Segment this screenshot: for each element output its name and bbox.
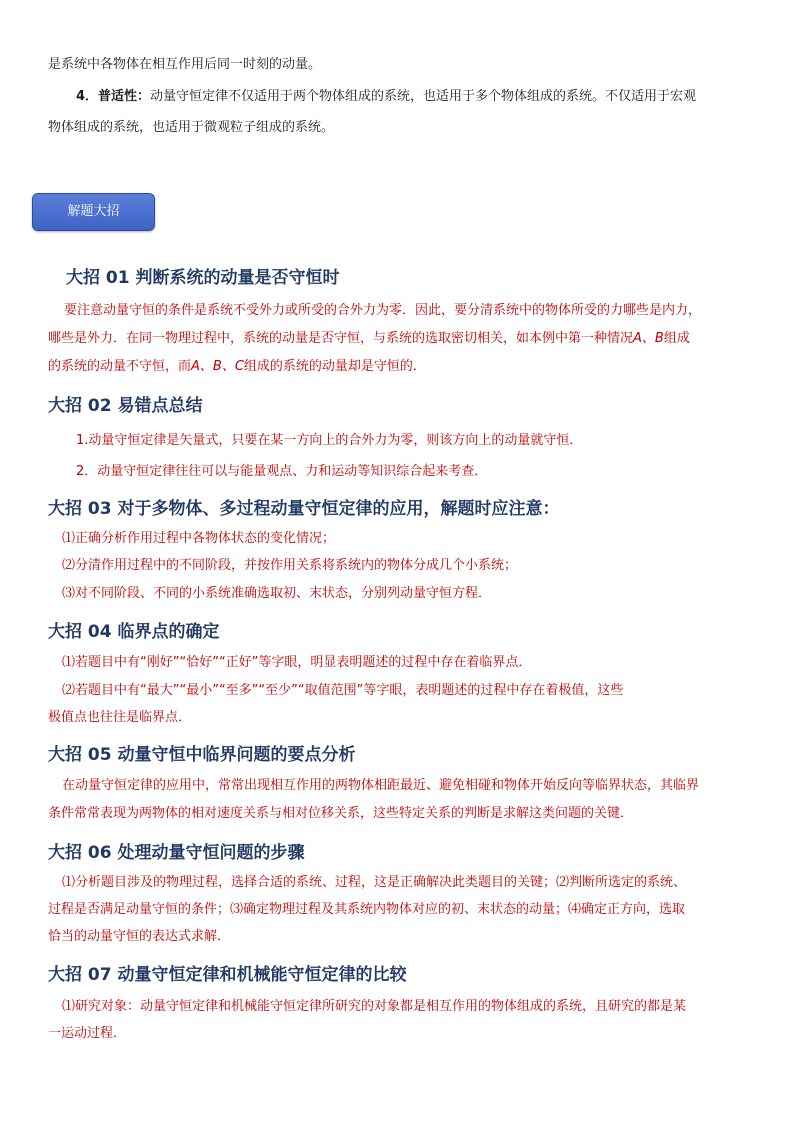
section-7-title: 大招 07 动量守恒定律和机械能守恒定律的比较 (48, 965, 407, 985)
s3-item: ⑵分清作用过程中的不同阶段，并按作用关系将系统内的物体分成几个小系统； (62, 558, 518, 573)
s6-line: 过程是否满足动量守恒的条件；⑶确定物理过程及其系统内物体对应的初、末状态的动量；⑷确定正方向，选取 (48, 902, 686, 917)
item4-label: 4．普适性： (76, 89, 151, 104)
s1-variable: A、B、C (191, 359, 244, 374)
s1-text: 的系统的动量不守恒，而 (48, 359, 192, 374)
item4-text: 动量守恒定律不仅适用于两个物体组成的系统，也适用于多个物体组成的系统。不仅适用于宏观 (150, 89, 697, 104)
s2-item: 1.动量守恒定律是矢量式，只要在某一方向上的合外力为零，则该方向上的动量就守恒． (76, 433, 583, 448)
s6-line: ⑴分析题目涉及的物理过程，选择合适的系统、过程，这是正确解决此类题目的关键；⑵判断所选定的系统、 (62, 875, 687, 890)
intro-line: 是系统中各物体在相互作用后同一时刻的动量。 (48, 57, 322, 72)
section-6-title: 大招 06 处理动量守恒问题的步骤 (48, 843, 305, 863)
s1-line (48, 358, 426, 376)
item4-paragraph (76, 88, 696, 106)
s5-line: 在动量守恒定律的应用中，常常出现相互作用的两物体相距最近、避免相碰和物体开始反向等临界状态，其临界 (62, 778, 700, 793)
s7-line: ⑴研究对象：动量守恒定律和机械能守恒定律所研究的对象都是相互作用的物体组成的系统，且研究的都是某 (62, 999, 687, 1014)
solution-tips-button[interactable]: 解题大招 (32, 193, 155, 231)
s1-line (48, 330, 690, 348)
s1-text: 哪些是外力．在同一物理过程中，系统的动量是否守恒，与系统的选取密切相关，如本例中第一种情况 (48, 331, 634, 346)
s2-item (76, 463, 487, 481)
s3-item: ⑶对不同阶段、不同的小系统准确选取初、末状态，分别列动量守恒方程． (62, 586, 492, 601)
s2-item-number: 2． (76, 464, 98, 479)
s4-item: ⑴若题目中有“刚好”“恰好”“正好”等字眼，明显表明题述的过程中存在着临界点． (62, 655, 532, 670)
section-3-title: 大招 03 对于多物体、多过程动量守恒定律的应用，解题时应注意： (48, 499, 560, 519)
s1-text: 组成的系统的动量却是守恒的． (243, 359, 426, 374)
s2-item-text: 动量守恒定律往往可以与能量观点、力和运动等知识综合起来考查． (97, 464, 488, 479)
s4-item-cont: 极值点也往往是临界点． (48, 710, 192, 725)
s6-line: 恰当的动量守恒的表达式求解． (48, 929, 231, 944)
s1-variable: A、B (633, 331, 664, 346)
s5-line: 条件常常表现为两物体的相对速度关系与相对位移关系，这些特定关系的判断是求解这类问题的关键． (48, 806, 634, 821)
s3-item: ⑴正确分析作用过程中各物体状态的变化情况； (62, 531, 336, 546)
section-4-title: 大招 04 临界点的确定 (48, 622, 220, 642)
section-1-title: 大招 01 判断系统的动量是否守恒时 (66, 268, 340, 288)
s1-text: 组成 (663, 331, 690, 346)
item4-text-cont: 物体组成的系统，也适用于微观粒子组成的系统。 (48, 120, 335, 135)
section-5-title: 大招 05 动量守恒中临界问题的要点分析 (48, 745, 356, 765)
section-2-title: 大招 02 易错点总结 (48, 396, 203, 416)
s4-item: ⑵若题目中有“最大”“最小”“至多”“至少”“取值范围”等字眼，表明题述的过程中存在着极值，这些 (62, 683, 624, 698)
s7-line: 一运动过程． (48, 1026, 127, 1041)
s1-line: 要注意动量守恒的条件是系统不受外力或所受的合外力为零．因此，要分清系统中的物体所受的力哪些是内力， (64, 303, 702, 318)
